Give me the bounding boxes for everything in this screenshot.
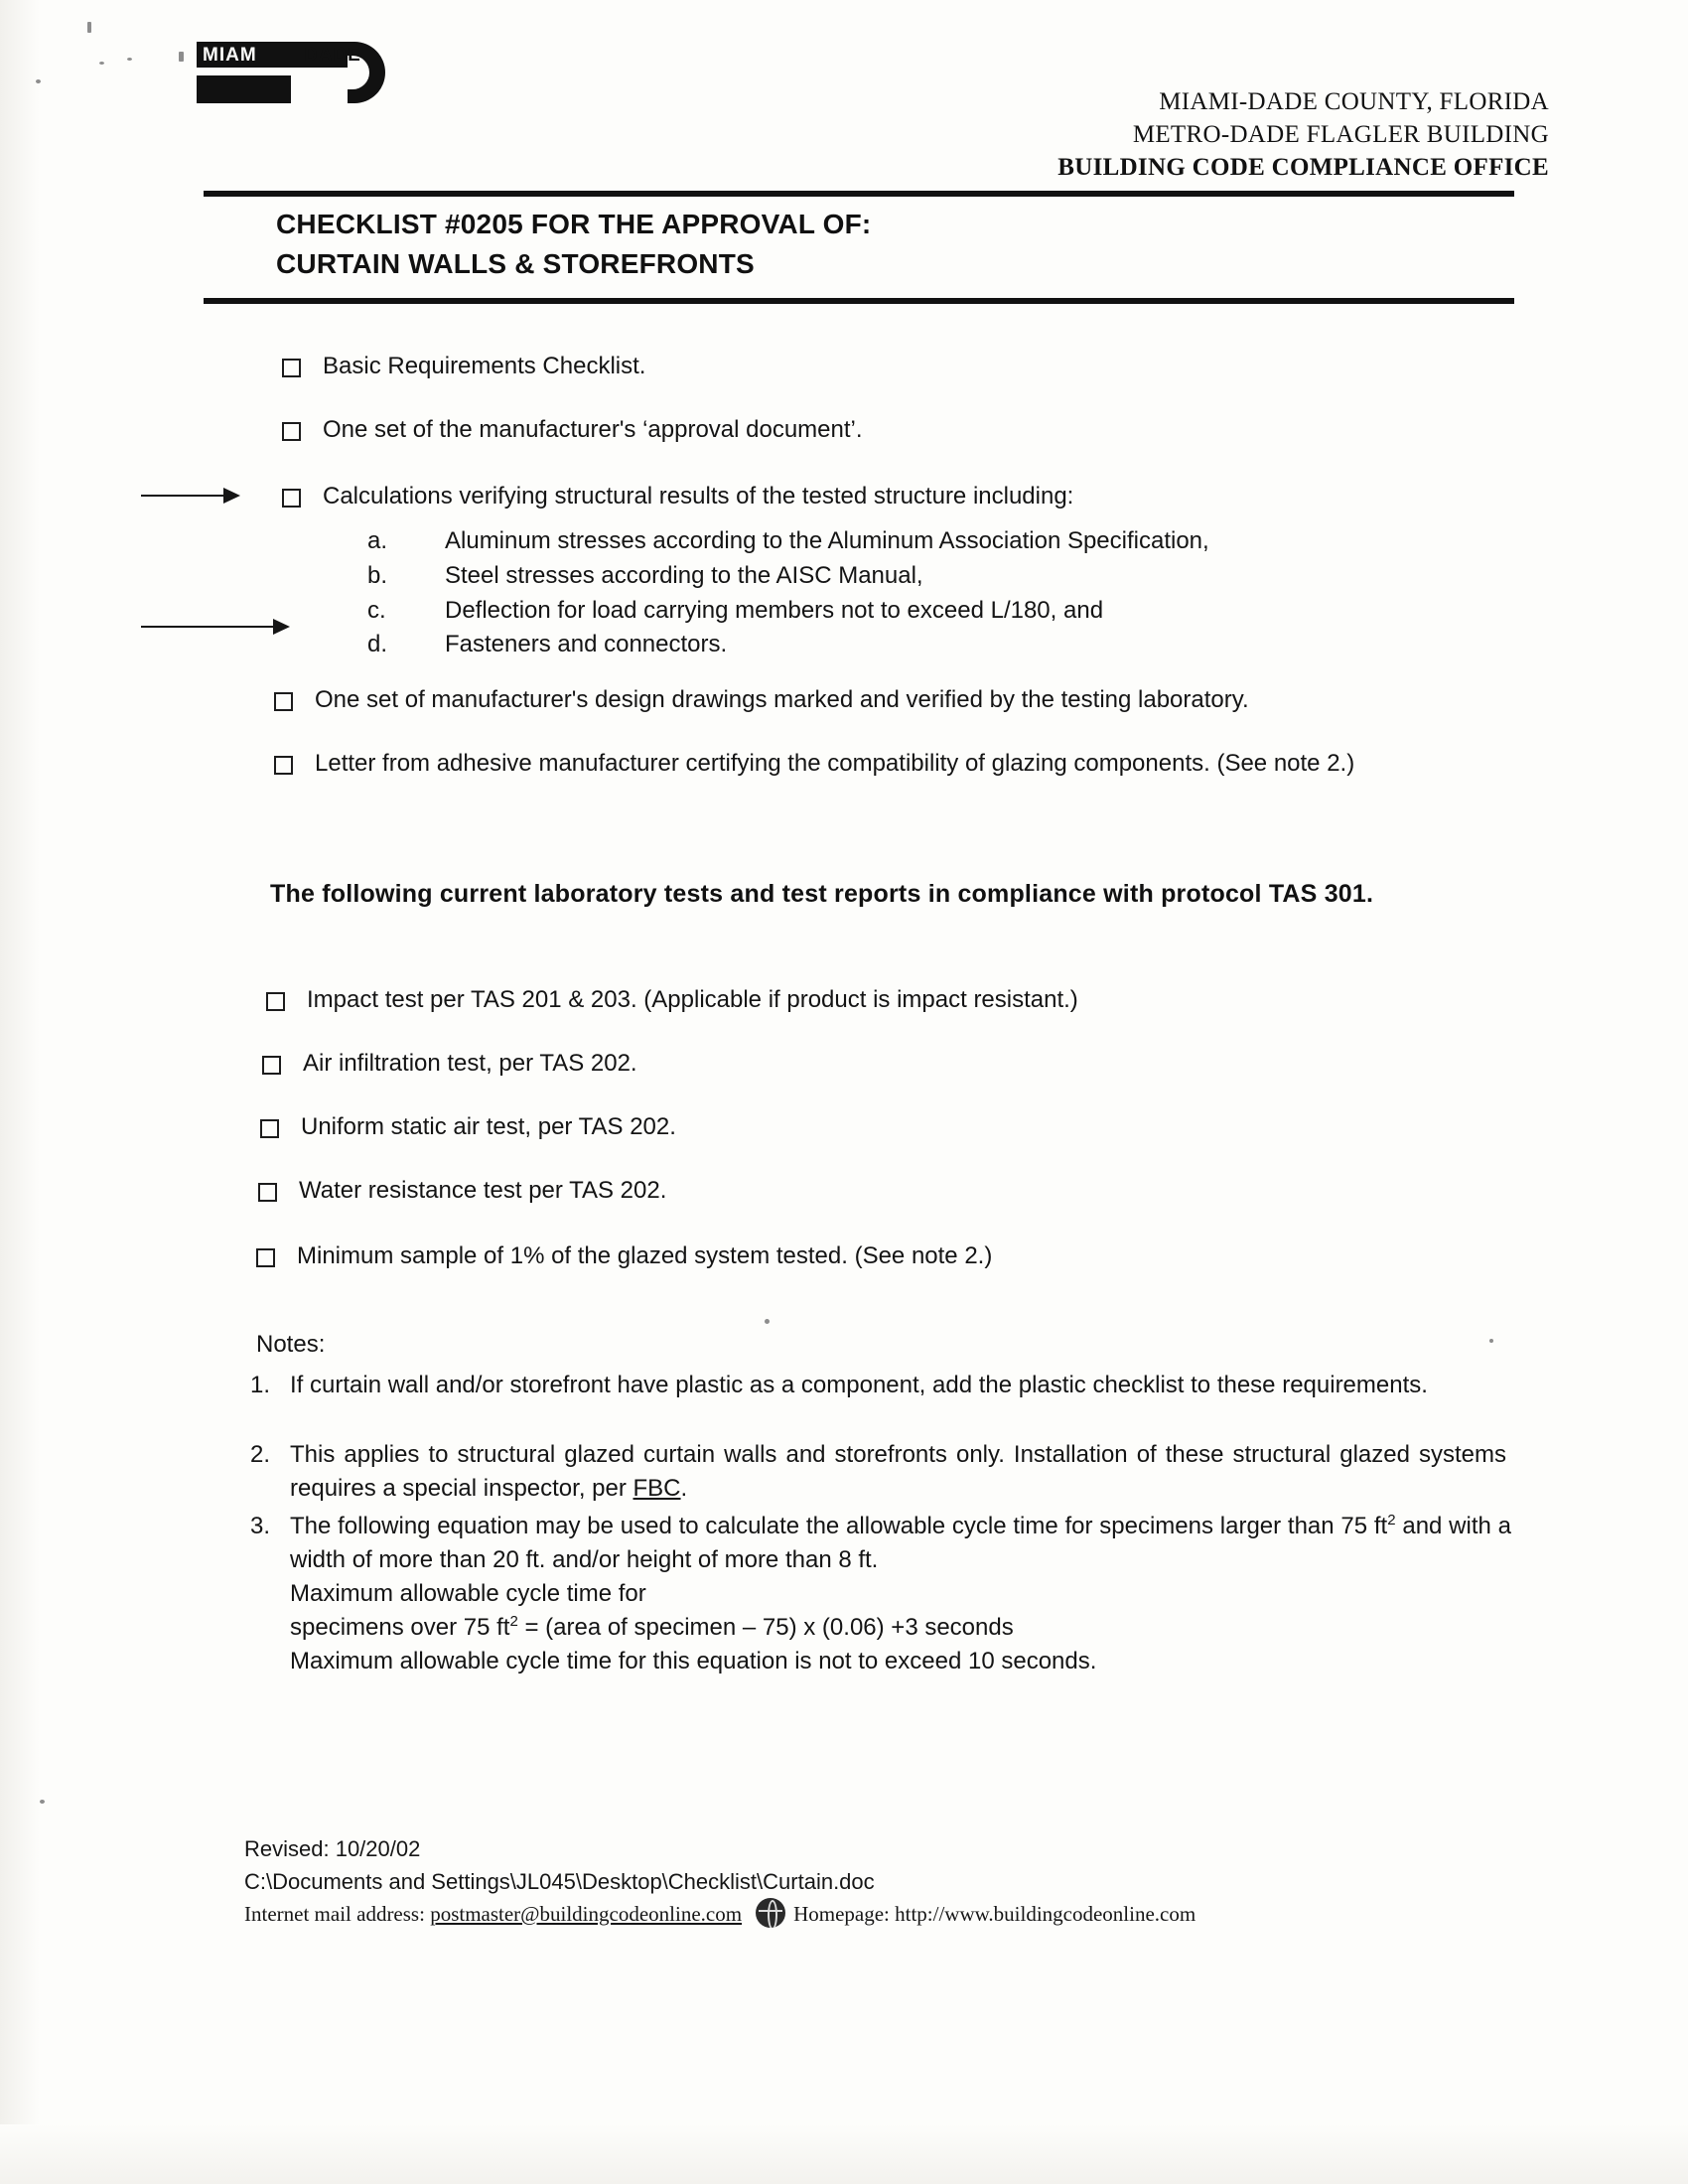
checklist-item-label: Uniform static air test, per TAS 202.	[301, 1113, 676, 1140]
checklist-item[interactable]	[262, 1047, 1493, 1081]
checklist-item-label: Water resistance test per TAS 202.	[299, 1177, 667, 1204]
notes-heading: Notes:	[256, 1331, 326, 1358]
sub-item	[367, 628, 1499, 662]
globe-icon	[756, 1898, 785, 1928]
calculation-subitems	[367, 524, 1499, 662]
scan-speck	[1489, 1339, 1493, 1343]
note-text: If curtain wall and/or storefront have plastic as a component, add the plastic checklist to these requirements.	[290, 1372, 1428, 1398]
divider-bottom	[204, 298, 1514, 304]
scan-speck	[127, 58, 132, 61]
checklist-item[interactable]	[256, 1239, 1487, 1273]
checklist-item-label: Impact test per TAS 201 & 203. (Applicable if product is impact resistant.)	[307, 986, 1078, 1013]
note3-line3-a: specimens over 75 ft	[290, 1614, 510, 1642]
page-title-line-2: CURTAIN WALLS & STOREFRONTS	[276, 247, 755, 279]
scan-speck	[765, 1319, 770, 1324]
note3-line2: Maximum allowable cycle time for	[290, 1580, 646, 1608]
checklist-item-label: Letter from adhesive manufacturer certifying the compatibility of glazing components. (See note 2.)	[315, 750, 1355, 777]
note3-line1-sup: 2	[1387, 1512, 1396, 1529]
page-title-line-1: CHECKLIST #0205 FOR THE APPROVAL OF:	[276, 209, 872, 239]
sub-item-letter: d.	[367, 631, 388, 658]
footer-revised: Revised: 10/20/02	[244, 1836, 421, 1861]
checklist-item-label: One set of manufacturer's design drawings marked and verified by the testing laboratory.	[315, 686, 1249, 713]
scan-speck	[99, 62, 104, 65]
note-item	[250, 1510, 1511, 1678]
scan-edge-left	[0, 0, 40, 2184]
note-number: 1.	[250, 1372, 271, 1398]
note-item	[250, 1438, 1506, 1506]
note-text-after: .	[680, 1475, 688, 1503]
divider-top	[204, 191, 1514, 197]
footer-path: C:\Documents and Settings\JL045\Desktop\Checklist\Curtain.doc	[244, 1869, 875, 1894]
note-text	[290, 1438, 1506, 1506]
checklist-item[interactable]	[282, 413, 1474, 447]
checklist-item[interactable]	[258, 1174, 1489, 1208]
section-heading: The following current laboratory tests and test reports in compliance with protocol TAS 301.	[270, 880, 1374, 908]
checkbox-icon[interactable]	[282, 422, 301, 441]
checklist-item-label: One set of the manufacturer's ‘approval document’.	[323, 416, 863, 443]
email-link[interactable]: postmaster@buildingcodeonline.com	[430, 1902, 743, 1926]
miami-dade-logo	[197, 42, 385, 103]
page-title	[276, 205, 871, 284]
note-item	[250, 1369, 1506, 1402]
agency-line-2: METRO-DADE FLAGLER BUILDING	[1132, 121, 1549, 148]
checkbox-icon[interactable]	[258, 1183, 277, 1202]
scan-speck	[179, 52, 184, 62]
sub-item	[367, 594, 1499, 629]
checklist-item-label: Air infiltration test, per TAS 202.	[303, 1050, 637, 1077]
checkbox-icon[interactable]	[256, 1248, 275, 1267]
checkbox-icon[interactable]	[274, 756, 293, 775]
agency-line-3: BUILDING CODE COMPLIANCE OFFICE	[1057, 154, 1549, 181]
sub-item-text: Aluminum stresses according to the Aluminum Association Specification,	[445, 527, 1209, 554]
note-text-before: This applies to structural glazed curtain walls and storefronts only. Installation of these structural glazed systems requires a special inspector, per	[290, 1441, 1506, 1503]
note-number: 2.	[250, 1441, 271, 1468]
footer-homepage[interactable]: Homepage: http://www.buildingcodeonline.com	[793, 1902, 1196, 1926]
scan-speck	[87, 22, 91, 33]
checklist-item-label: Minimum sample of 1% of the glazed system tested. (See note 2.)	[297, 1242, 993, 1269]
checklist-item[interactable]	[282, 480, 1474, 513]
checklist-item[interactable]	[282, 350, 1474, 383]
footer-mail-label: Internet mail address:	[244, 1902, 431, 1926]
sub-item	[367, 524, 1499, 559]
note3-line1-b: and with a width of more than 20 ft. and/or height of more than 8 ft.	[290, 1513, 1511, 1574]
note3-line4: Maximum allowable cycle time for this equation is not to exceed 10 seconds.	[290, 1648, 1097, 1675]
agency-heading	[1057, 85, 1549, 184]
scan-speck	[36, 79, 41, 83]
note-text-underlined: FBC	[633, 1475, 681, 1503]
sub-item-letter: b.	[367, 561, 388, 589]
checklist-item-label: Calculations verifying structural results of the tested structure including:	[323, 483, 1074, 510]
checkbox-icon[interactable]	[282, 359, 301, 377]
note-number: 3.	[250, 1513, 271, 1539]
logo-text-right: DADE	[304, 45, 361, 66]
sub-item-text: Steel stresses according to the AISC Manual,	[445, 561, 923, 589]
sub-item-letter: c.	[367, 596, 386, 624]
checklist-item[interactable]	[274, 747, 1510, 781]
note3-line1-a: The following equation may be used to calculate the allowable cycle time for specimens larger than 75 ft	[290, 1513, 1388, 1539]
checkbox-icon[interactable]	[274, 692, 293, 711]
checklist-item[interactable]	[260, 1110, 1491, 1144]
checklist-item[interactable]	[274, 683, 1505, 717]
note-text	[290, 1510, 1511, 1678]
checkbox-icon[interactable]	[262, 1056, 281, 1075]
sub-item-text: Deflection for load carrying members not to exceed L/180, and	[445, 596, 1104, 624]
sub-item-letter: a.	[367, 527, 388, 554]
annotation-arrow-lower	[141, 626, 288, 628]
annotation-arrow-upper	[141, 495, 238, 497]
checkbox-icon[interactable]	[266, 992, 285, 1011]
logo-text-left: MIAM	[203, 45, 257, 66]
note3-line3-b: = (area of specimen – 75) x (0.06) +3 seconds	[517, 1614, 1014, 1642]
agency-line-1: MIAMI-DADE COUNTY, FLORIDA	[1159, 88, 1549, 115]
checkbox-icon[interactable]	[282, 489, 301, 508]
checklist-item-label: Basic Requirements Checklist.	[323, 353, 646, 379]
note3-line3-sup: 2	[509, 1613, 518, 1631]
footer-contact	[244, 1898, 1196, 1931]
scan-speck	[40, 1800, 45, 1804]
checkbox-icon[interactable]	[260, 1119, 279, 1138]
footer	[244, 1832, 1196, 2184]
sub-item	[367, 559, 1499, 594]
sub-item-text: Fasteners and connectors.	[445, 631, 728, 658]
checklist-item[interactable]	[266, 983, 1497, 1017]
